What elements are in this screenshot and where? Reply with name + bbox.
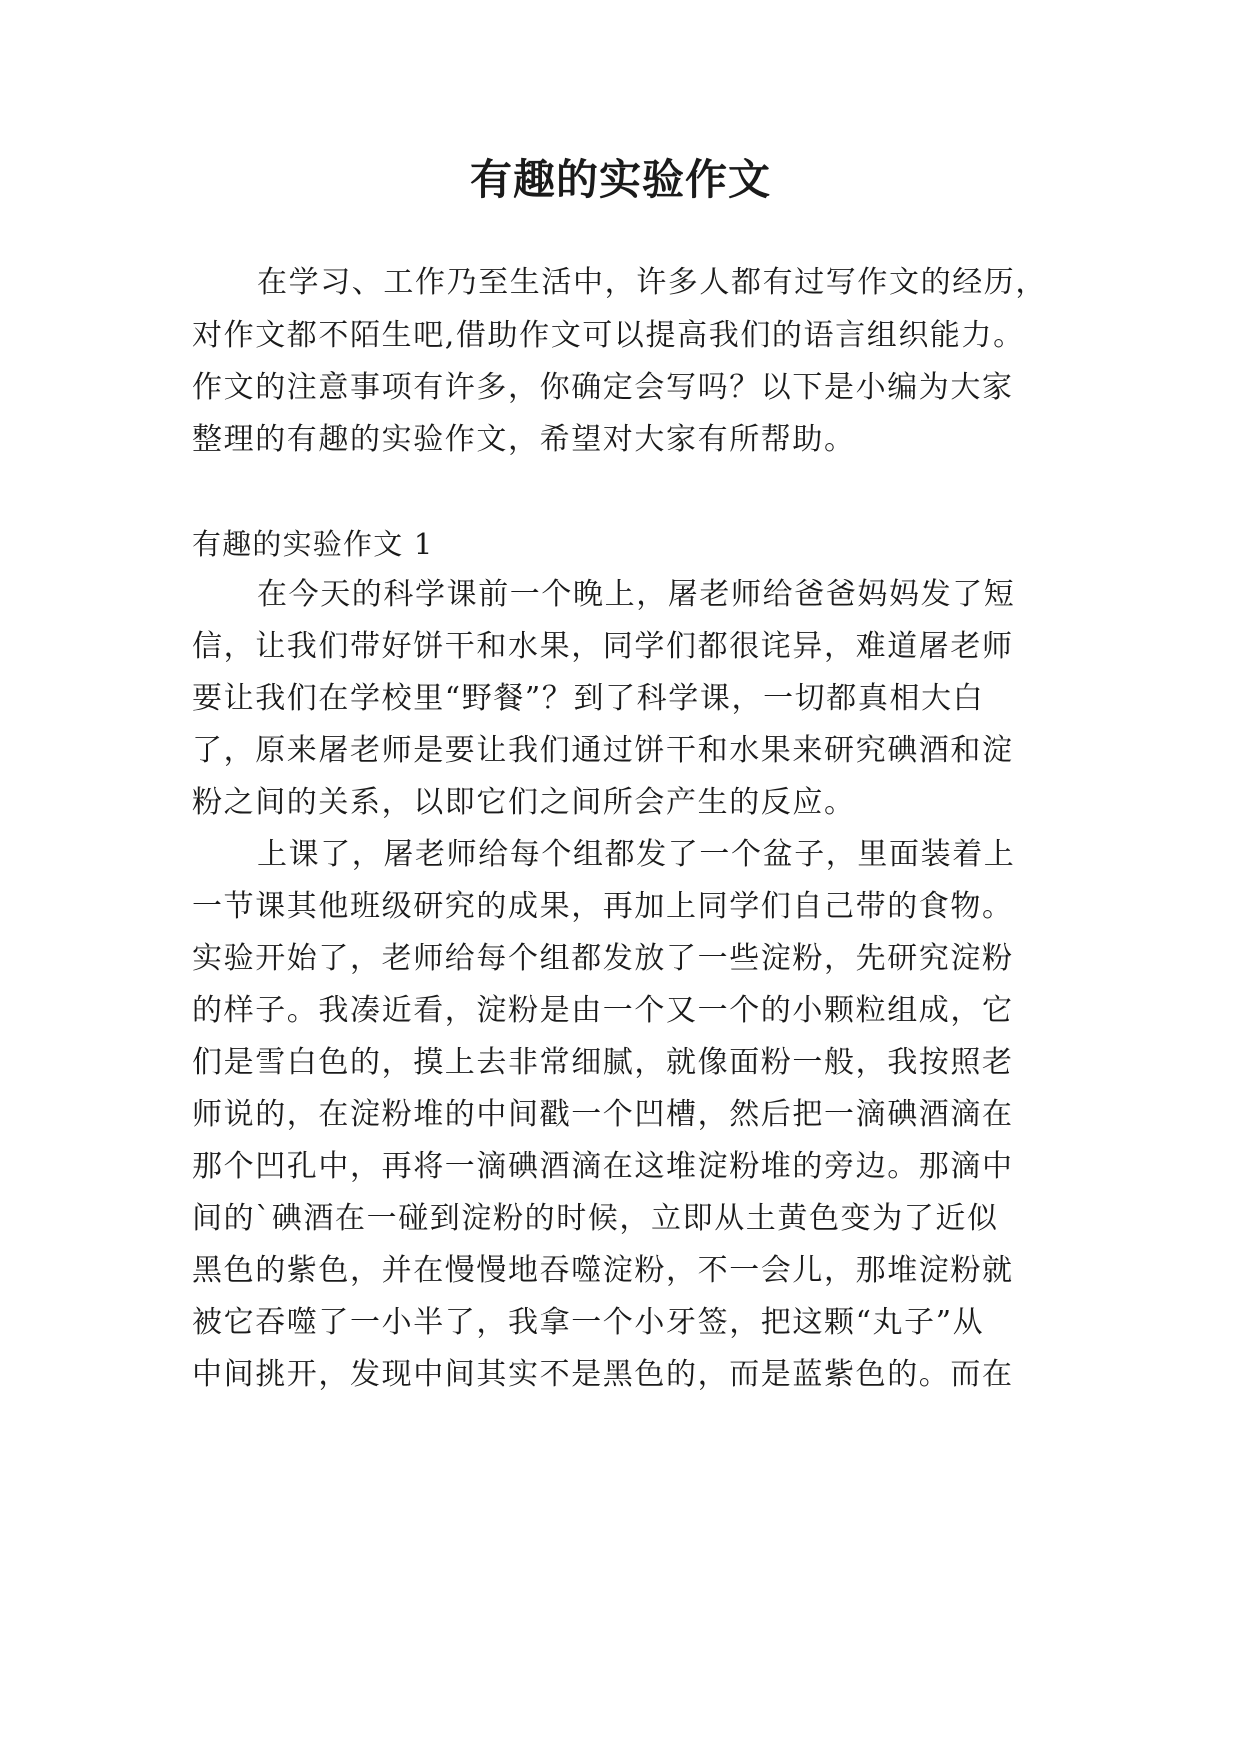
intro-line-4: 整理的有趣的实验作文，希望对大家有所帮助。 xyxy=(192,422,856,457)
paragraph1-line-5: 粉之间的关系，以即它们之间所会产生的反应。 xyxy=(192,785,856,820)
paragraph2-line-3: 实验开始了，老师给每个组都发放了一些淀粉，先研究淀粉 xyxy=(192,941,1014,976)
paragraph2-line-7: 那个凹孔中，再将一滴碘酒滴在这堆淀粉堆的旁边。那滴中 xyxy=(192,1149,1014,1184)
paragraph1-line-2: 信，让我们带好饼干和水果，同学们都很诧异，难道屠老师 xyxy=(192,629,1014,664)
intro-line-1: 在学习、工作乃至生活中，许多人都有过写作文的经历， xyxy=(257,265,1047,300)
intro-line-3: 作文的注意事项有许多，你确定会写吗？以下是小编为大家 xyxy=(192,370,1014,405)
paragraph2-line-2: 一节课其他班级研究的成果，再加上同学们自己带的食物。 xyxy=(192,889,1014,924)
document-title: 有趣的实验作文 xyxy=(469,155,771,204)
paragraph1-line-1: 在今天的科学课前一个晚上，屠老师给爸爸妈妈发了短 xyxy=(257,577,1016,612)
paragraph2-line-8: 间的`碘酒在一碰到淀粉的时候，立即从土黄色变为了近似 xyxy=(192,1201,999,1236)
paragraph2-line-4: 的样子。我凑近看，淀粉是由一个又一个的小颗粒组成，它 xyxy=(192,993,1014,1028)
paragraph1-line-3: 要让我们在学校里“野餐”？到了科学课，一切都真相大白 xyxy=(192,681,985,716)
paragraph1-line-4: 了，原来屠老师是要让我们通过饼干和水果来研究碘酒和淀 xyxy=(192,733,1014,768)
paragraph2-line-1: 上课了，屠老师给每个组都发了一个盆子，里面装着上 xyxy=(257,837,1016,872)
intro-line-2: 对作文都不陌生吧,借助作文可以提高我们的语言组织能力。 xyxy=(192,318,1025,353)
section-heading: 有趣的实验作文 1 xyxy=(192,527,434,561)
paragraph2-line-10: 被它吞噬了一小半了，我拿一个小牙签，把这颗“丸子”从 xyxy=(192,1305,985,1340)
paragraph2-line-6: 师说的，在淀粉堆的中间戳一个凹槽，然后把一滴碘酒滴在 xyxy=(192,1097,1014,1132)
paragraph2-line-11: 中间挑开，发现中间其实不是黑色的，而是蓝紫色的。而在 xyxy=(192,1357,1014,1392)
paragraph2-line-5: 们是雪白色的，摸上去非常细腻，就像面粉一般，我按照老 xyxy=(192,1045,1014,1080)
paragraph2-line-9: 黑色的紫色，并在慢慢地吞噬淀粉，不一会儿，那堆淀粉就 xyxy=(192,1253,1014,1288)
